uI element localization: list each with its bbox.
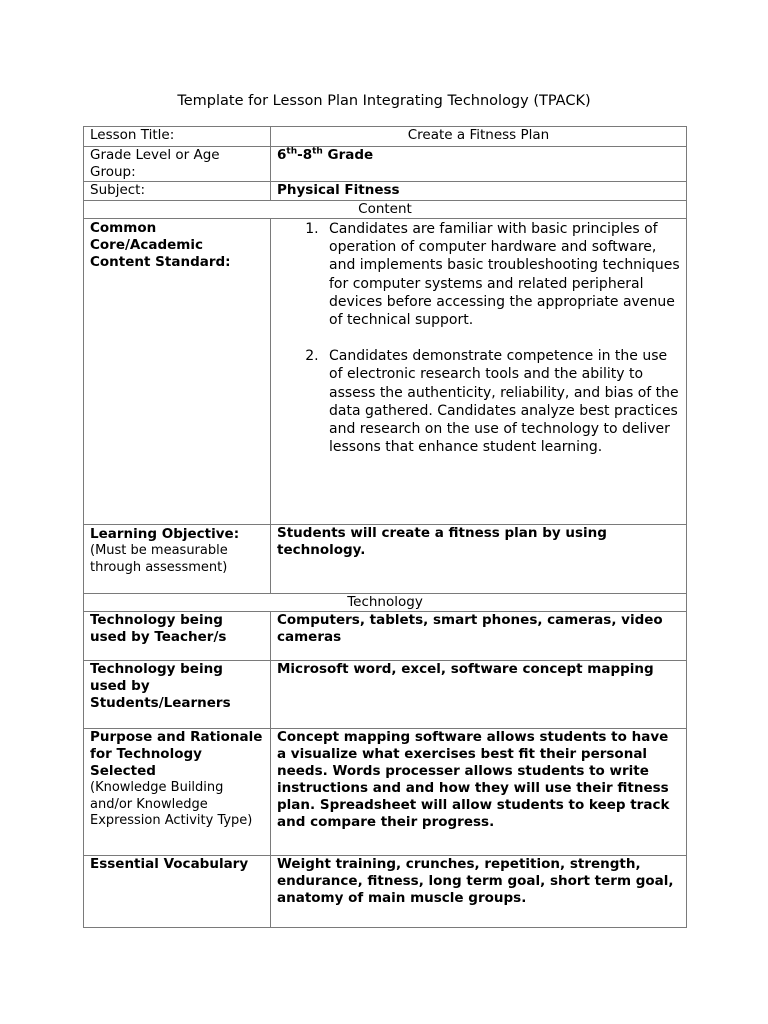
grade-to-sup: th <box>312 146 323 157</box>
purpose-row <box>84 729 687 856</box>
standard-label: Common Core/Academic Content Standard: <box>84 219 271 525</box>
vocabulary-label: Essential Vocabulary <box>84 856 271 928</box>
grade-level-value <box>271 147 687 182</box>
objective-value: Students will create a fitness plan by using technology. <box>271 525 687 594</box>
purpose-label-note: (Knowledge Building and/or Knowledge Expression Activity Type) <box>90 780 253 828</box>
vocabulary-value: Weight training, crunches, repetition, strength, endurance, fitness, long term goal, short term goal, anatomy of main muscle groups. <box>271 856 687 928</box>
objective-row <box>84 525 687 594</box>
subject-value: Physical Fitness <box>271 182 687 201</box>
lesson-title-row <box>84 127 687 147</box>
tech-students-value: Microsoft word, excel, software concept mapping <box>271 661 687 729</box>
lesson-title-label: Lesson Title: <box>84 127 271 147</box>
objective-label-note: (Must be measurable through assessment) <box>90 543 228 575</box>
tech-teacher-row <box>84 612 687 661</box>
technology-section-row <box>84 594 687 612</box>
subject-row <box>84 182 687 201</box>
grade-from: 6 <box>277 147 287 163</box>
technology-section-header: Technology <box>84 594 687 612</box>
grade-from-sup: th <box>286 146 298 157</box>
purpose-value: Concept mapping software allows students to have a visualize what exercises best fit their personal needs. Words processer allows students to write instructions and and how they will use their fitness plan. Spreadsheet will allow students to keep track and compare their progress. <box>271 729 687 856</box>
purpose-label: Purpose and Rationale for Technology Selected <box>90 729 263 779</box>
standard-value <box>271 219 687 525</box>
objective-label: Learning Objective: <box>90 526 240 542</box>
vocabulary-row <box>84 856 687 928</box>
purpose-label-cell <box>84 729 271 856</box>
tech-students-row <box>84 661 687 729</box>
standard-item: 1. Candidates are familiar with basic principles of operation of computer hardware and software, and implements basic troubleshooting techniques for computer systems and related peripheral devices before accessing the appropriate avenue of technical support. <box>323 220 680 329</box>
tech-teacher-value: Computers, tablets, smart phones, cameras, video cameras <box>271 612 687 661</box>
lesson-plan-table <box>83 126 687 928</box>
content-section-header: Content <box>84 201 687 219</box>
tech-students-label: Technology being used by Students/Learners <box>84 661 271 729</box>
standard-row <box>84 219 687 525</box>
subject-label: Subject: <box>84 182 271 201</box>
grade-suffix: Grade <box>322 147 374 163</box>
objective-label-cell <box>84 525 271 594</box>
document-title: Template for Lesson Plan Integrating Technology (TPACK) <box>177 93 591 109</box>
content-section-row <box>84 201 687 219</box>
grade-level-label: Grade Level or Age Group: <box>84 147 271 182</box>
standard-item: 2. Candidates demonstrate competence in the use of electronic research tools and the ability to assess the authenticity, reliability, and bias of the data gathered. Candidates analyze best practices and research on the use of technology to deliver lessons that enhance student learning. <box>323 347 680 456</box>
lesson-title-value: Create a Fitness Plan <box>271 127 687 147</box>
standard-list <box>277 220 680 456</box>
grade-dash: -8 <box>297 147 313 163</box>
grade-level-row <box>84 147 687 182</box>
tech-teacher-label: Technology being used by Teacher/s <box>84 612 271 661</box>
